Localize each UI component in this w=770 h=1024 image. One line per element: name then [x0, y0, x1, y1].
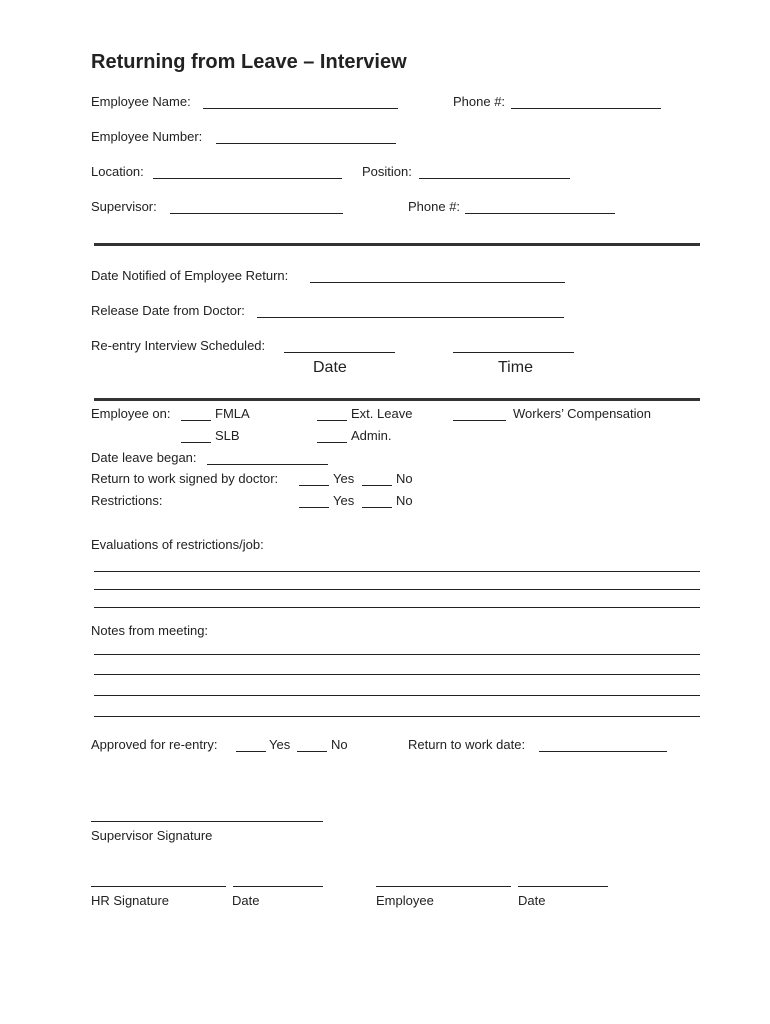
evaluations-line[interactable]	[94, 589, 700, 590]
return-signed-label: Return to work signed by doctor:	[91, 471, 279, 486]
supervisor-label: Supervisor:	[91, 199, 157, 214]
section-divider	[94, 243, 700, 246]
date-caption: Date	[313, 359, 347, 376]
return-date-field[interactable]	[539, 751, 667, 752]
workers-comp-blank[interactable]	[453, 420, 506, 421]
fmla-label: FMLA	[215, 406, 250, 421]
hr-signature-line[interactable]	[91, 886, 226, 887]
supervisor-field[interactable]	[170, 213, 343, 214]
notes-line[interactable]	[94, 674, 700, 675]
reentry-date-field[interactable]	[284, 352, 395, 353]
slb-label: SLB	[215, 428, 240, 443]
position-field[interactable]	[419, 178, 570, 179]
employee-name-label: Employee Name:	[91, 94, 191, 109]
evaluations-line[interactable]	[94, 607, 700, 608]
admin-blank[interactable]	[317, 442, 347, 443]
notes-line[interactable]	[94, 716, 700, 717]
return-signed-yes-label: Yes	[333, 471, 355, 486]
evaluations-line[interactable]	[94, 571, 700, 572]
reentry-interview-label: Re-entry Interview Scheduled:	[91, 338, 266, 353]
ext-leave-blank[interactable]	[317, 420, 347, 421]
slb-blank[interactable]	[181, 442, 211, 443]
employee-number-label: Employee Number:	[91, 129, 203, 144]
ext-leave-label: Ext. Leave	[351, 406, 413, 421]
phone-label: Phone #:	[453, 94, 506, 109]
date-leave-began-field[interactable]	[207, 464, 328, 465]
employee-number-field[interactable]	[216, 143, 396, 144]
reentry-time-field[interactable]	[453, 352, 574, 353]
restrictions-yes-label: Yes	[333, 493, 355, 508]
notes-line[interactable]	[94, 654, 700, 655]
hr-signature-label: HR Signature	[91, 893, 170, 908]
approved-yes-blank[interactable]	[236, 751, 266, 752]
approved-label: Approved for re-entry:	[91, 737, 218, 752]
restrictions-yes-blank[interactable]	[299, 507, 329, 508]
employee-signature-label: Employee	[376, 893, 434, 908]
location-label: Location:	[91, 164, 144, 179]
date-notified-label: Date Notified of Employee Return:	[91, 268, 289, 283]
employee-date-label: Date	[518, 893, 546, 908]
release-date-label: Release Date from Doctor:	[91, 303, 245, 318]
phone-field[interactable]	[511, 108, 661, 109]
notes-label: Notes from meeting:	[91, 623, 209, 638]
supervisor-phone-field[interactable]	[465, 213, 615, 214]
release-date-field[interactable]	[257, 317, 564, 318]
return-signed-no-blank[interactable]	[362, 485, 392, 486]
fmla-blank[interactable]	[181, 420, 211, 421]
date-leave-began-label: Date leave began:	[91, 450, 197, 465]
employee-date-line[interactable]	[518, 886, 608, 887]
restrictions-no-blank[interactable]	[362, 507, 392, 508]
restrictions-label: Restrictions:	[91, 493, 163, 508]
admin-label: Admin.	[351, 428, 392, 443]
approved-no-blank[interactable]	[297, 751, 327, 752]
employee-on-label: Employee on:	[91, 406, 171, 421]
return-signed-no-label: No	[396, 471, 413, 486]
location-field[interactable]	[153, 178, 342, 179]
employee-signature-line[interactable]	[376, 886, 511, 887]
workers-comp-label: Workers’ Compensation	[513, 406, 651, 421]
approved-no-label: No	[331, 737, 348, 752]
time-caption: Time	[498, 359, 533, 376]
restrictions-no-label: No	[396, 493, 413, 508]
hr-date-label: Date	[232, 893, 260, 908]
employee-name-field[interactable]	[203, 108, 398, 109]
supervisor-signature-line[interactable]	[91, 821, 323, 822]
section-divider-2	[94, 398, 700, 401]
evaluations-label: Evaluations of restrictions/job:	[91, 537, 264, 552]
notes-line[interactable]	[94, 695, 700, 696]
position-label: Position:	[362, 164, 412, 179]
return-signed-yes-blank[interactable]	[299, 485, 329, 486]
page-title: Returning from Leave – Interview	[91, 51, 407, 73]
date-notified-field[interactable]	[310, 282, 565, 283]
approved-yes-label: Yes	[269, 737, 291, 752]
supervisor-phone-label: Phone #:	[408, 199, 461, 214]
hr-date-line[interactable]	[233, 886, 323, 887]
supervisor-signature-label: Supervisor Signature	[91, 828, 213, 843]
return-date-label: Return to work date:	[408, 737, 526, 752]
